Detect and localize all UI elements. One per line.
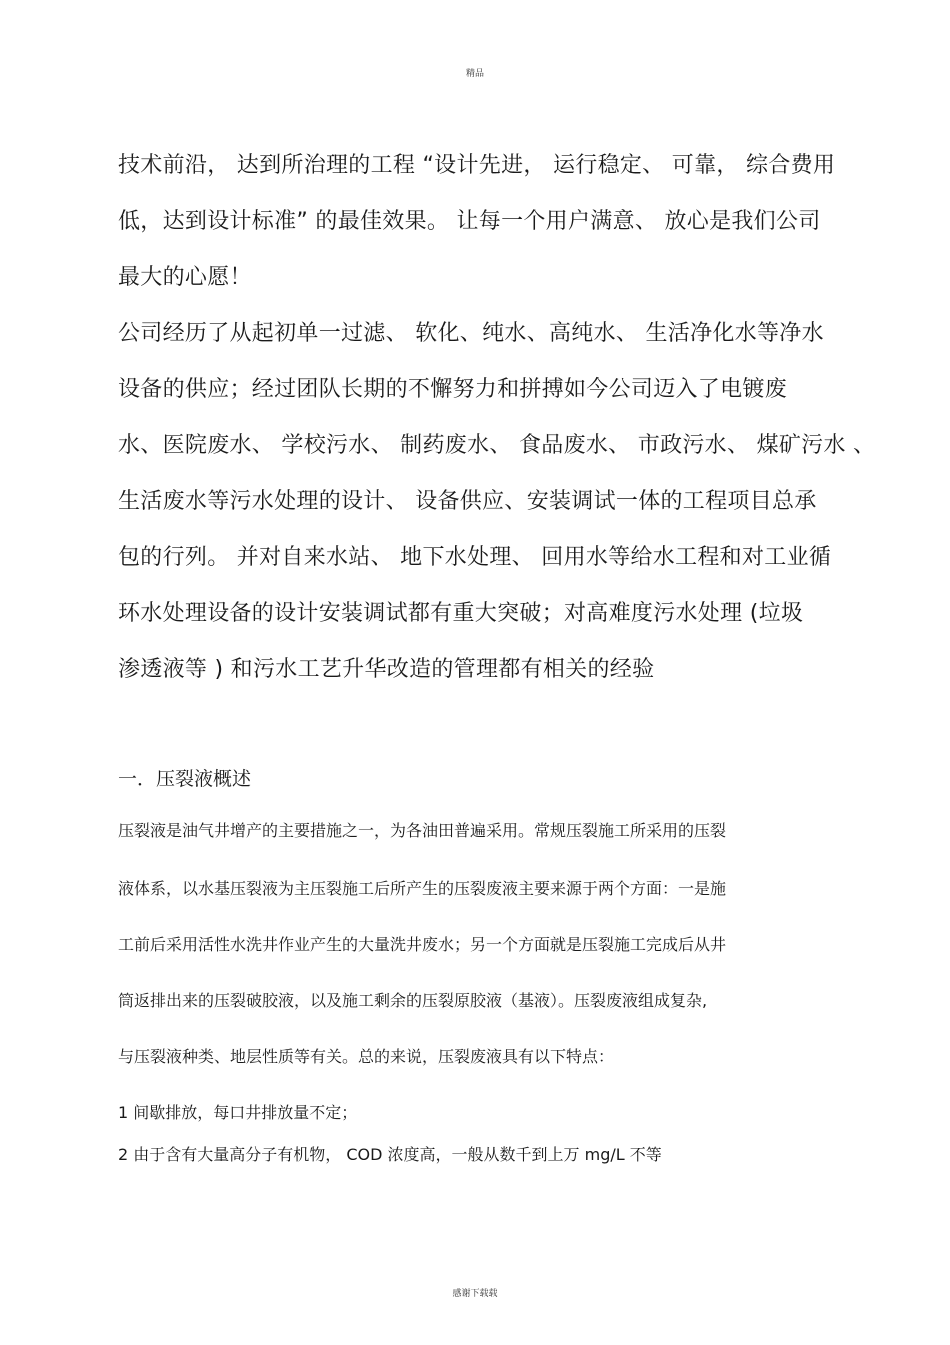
body-line: 压裂液是油气井增产的主要措施之一，为各油田普遍采用。常规压裂施工所采用的压裂 [118, 821, 727, 840]
intro-line: 渗透液等 ) 和污水工艺升华改造的管理都有相关的经验 [118, 657, 655, 682]
list-item: 1 间歇排放，每口井排放量不定； [118, 1103, 358, 1122]
intro-line: 环水处理设备的设计安装调试都有重大突破；对高难度污水处理 (垃圾 [118, 601, 804, 626]
page-header: 精品 [465, 69, 484, 79]
intro-line: 设备的供应；经过团队长期的不懈努力和拼搏如今公司迈入了电镀废 [118, 377, 788, 402]
list-item: 2 由于含有大量高分子有机物， COD 浓度高，一般从数千到上万 mg/L 不等 [118, 1145, 662, 1164]
intro-line: 低，达到设计标准” 的最佳效果。 让每一个用户满意、 放心是我们公司 [118, 209, 821, 234]
section-title: 一．压裂液概述 [118, 768, 252, 790]
page-footer: 感谢下载载 [452, 1289, 498, 1299]
intro-line: 包的行列。 并对自来水站、 地下水处理、 回用水等给水工程和对工业循 [118, 545, 832, 570]
intro-line: 水、医院废水、 学校污水、 制药废水、 食品废水、 市政污水、 煤矿污水 、 [118, 433, 876, 458]
body-line: 工前后采用活性水洗井作业产生的大量洗井废水；另一个方面就是压裂施工完成后从井 [118, 935, 727, 954]
intro-line: 最大的心愿！ [118, 265, 252, 290]
intro-line: 公司经历了从起初单一过滤、 软化、纯水、高纯水、 生活净化水等净水 [118, 321, 824, 346]
body-line: 与压裂液种类、地层性质等有关。总的来说，压裂废液具有以下特点： [118, 1047, 615, 1066]
body-line: 筒返排出来的压裂破胶液，以及施工剩余的压裂原胶液（基液）。压裂废液组成复杂, [118, 991, 708, 1010]
intro-line: 技术前沿， 达到所治理的工程 “设计先进， 运行稳定、 可靠， 综合费用 [118, 153, 836, 178]
body-line: 液体系，以水基压裂液为主压裂施工后所产生的压裂废液主要来源于两个方面：一是施 [118, 879, 727, 898]
intro-line: 生活废水等污水处理的设计、 设备供应、安装调试一体的工程项目总承 [118, 489, 817, 514]
